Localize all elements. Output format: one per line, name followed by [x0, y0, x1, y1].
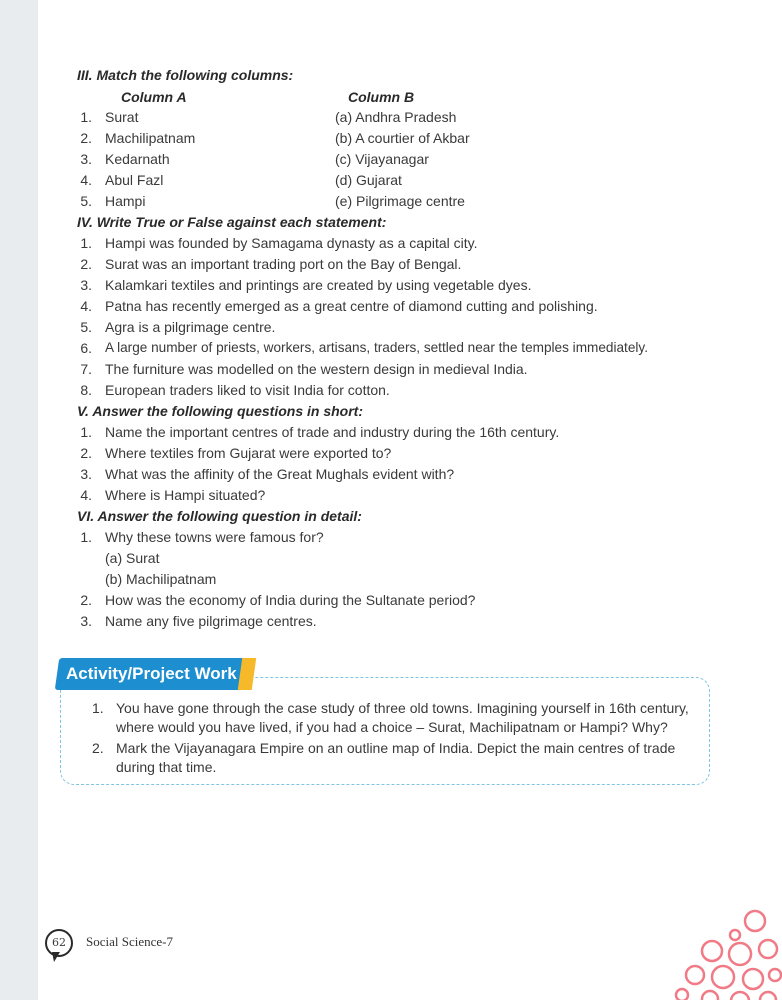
question-number: 7.: [80, 361, 92, 377]
question-number: 2.: [80, 256, 92, 272]
question-number: 4.: [80, 298, 92, 314]
question-number: 1.: [80, 424, 92, 440]
match-column-a-item: Surat: [105, 109, 139, 125]
true-false-statement: Surat was an important trading port on the Bay of Bengal.: [105, 256, 462, 272]
page-badge-tail-icon: [50, 952, 66, 964]
true-false-statement: A large number of priests, workers, artisans, traders, settled near the temples immediately.: [105, 340, 648, 355]
activity-item-number: 1.: [92, 700, 104, 716]
question-number: 3.: [80, 466, 92, 482]
column-b-header: Column B: [348, 89, 415, 105]
true-false-statement: Patna has recently emerged as a great centre of diamond cutting and polishing.: [105, 298, 598, 314]
true-false-statement: Hampi was founded by Samagama dynasty as a capital city.: [105, 235, 478, 251]
match-column-a-item: Abul Fazl: [105, 172, 164, 188]
question-number: 2.: [80, 592, 92, 608]
short-answer-question: Where is Hampi situated?: [105, 487, 266, 503]
match-row-number: 3.: [80, 151, 92, 167]
detail-sub-item: (a) Surat: [105, 550, 160, 566]
match-row-number: 4.: [80, 172, 92, 188]
match-row-number: 1.: [80, 109, 92, 125]
activity-item-line: where would you have lived, if you had a choice – Surat, Machilipatnam or Hampi? Why?: [116, 719, 668, 735]
section-4-heading: IV. Write True or False against each statement:: [77, 214, 387, 230]
column-a-header: Column A: [121, 89, 187, 105]
match-row-number: 2.: [80, 130, 92, 146]
question-number: 3.: [80, 613, 92, 629]
activity-item-line: Mark the Vijayanagara Empire on an outline map of India. Depict the main centres of trade: [116, 740, 676, 756]
book-title: Social Science-7: [86, 934, 173, 949]
detail-question: Name any five pilgrimage centres.: [105, 613, 317, 629]
question-number: 8.: [80, 382, 92, 398]
activity-item-line: during that time.: [116, 759, 217, 775]
true-false-statement: European traders liked to visit India for cotton.: [105, 382, 390, 398]
left-margin-strip: [0, 0, 38, 1000]
true-false-statement: Agra is a pilgrimage centre.: [105, 319, 276, 335]
match-row-number: 5.: [80, 193, 92, 209]
question-number: 3.: [80, 277, 92, 293]
match-column-a-item: Machilipatnam: [105, 130, 196, 146]
question-number: 4.: [80, 487, 92, 503]
match-column-b-item: (e) Pilgrimage centre: [335, 193, 465, 209]
activity-item-line: You have gone through the case study of three old towns. Imagining yourself in 16th century,: [116, 700, 689, 716]
match-column-b-item: (a) Andhra Pradesh: [335, 109, 457, 125]
question-number: 2.: [80, 445, 92, 461]
section-5-heading: V. Answer the following questions in short:: [77, 403, 363, 419]
short-answer-question: Where textiles from Gujarat were exported to?: [105, 445, 392, 461]
detail-question: Why these towns were famous for?: [105, 529, 324, 545]
short-answer-question: What was the affinity of the Great Mughals evident with?: [105, 466, 455, 482]
section-3-heading: III. Match the following columns:: [77, 67, 294, 83]
section-6-heading: VI. Answer the following question in detail:: [77, 508, 362, 524]
page-number-badge: 62: [45, 929, 73, 957]
match-column-a-item: Hampi: [105, 193, 146, 209]
detail-question: How was the economy of India during the Sultanate period?: [105, 592, 476, 608]
question-number: 1.: [80, 235, 92, 251]
true-false-statement: The furniture was modelled on the western design in medieval India.: [105, 361, 528, 377]
detail-sub-item: (b) Machilipatnam: [105, 571, 217, 587]
question-number: 5.: [80, 319, 92, 335]
decorative-circles-icon: [670, 905, 782, 1000]
true-false-statement: Kalamkari textiles and printings are created by using vegetable dyes.: [105, 277, 532, 293]
match-column-b-item: (d) Gujarat: [335, 172, 402, 188]
question-number: 1.: [80, 529, 92, 545]
question-number: 6.: [80, 340, 92, 356]
short-answer-question: Name the important centres of trade and industry during the 16th century.: [105, 424, 560, 440]
match-column-b-item: (b) A courtier of Akbar: [335, 130, 470, 146]
match-column-a-item: Kedarnath: [105, 151, 170, 167]
activity-title: Activity/Project Work: [66, 664, 237, 683]
match-column-b-item: (c) Vijayanagar: [335, 151, 429, 167]
activity-item-number: 2.: [92, 740, 104, 756]
